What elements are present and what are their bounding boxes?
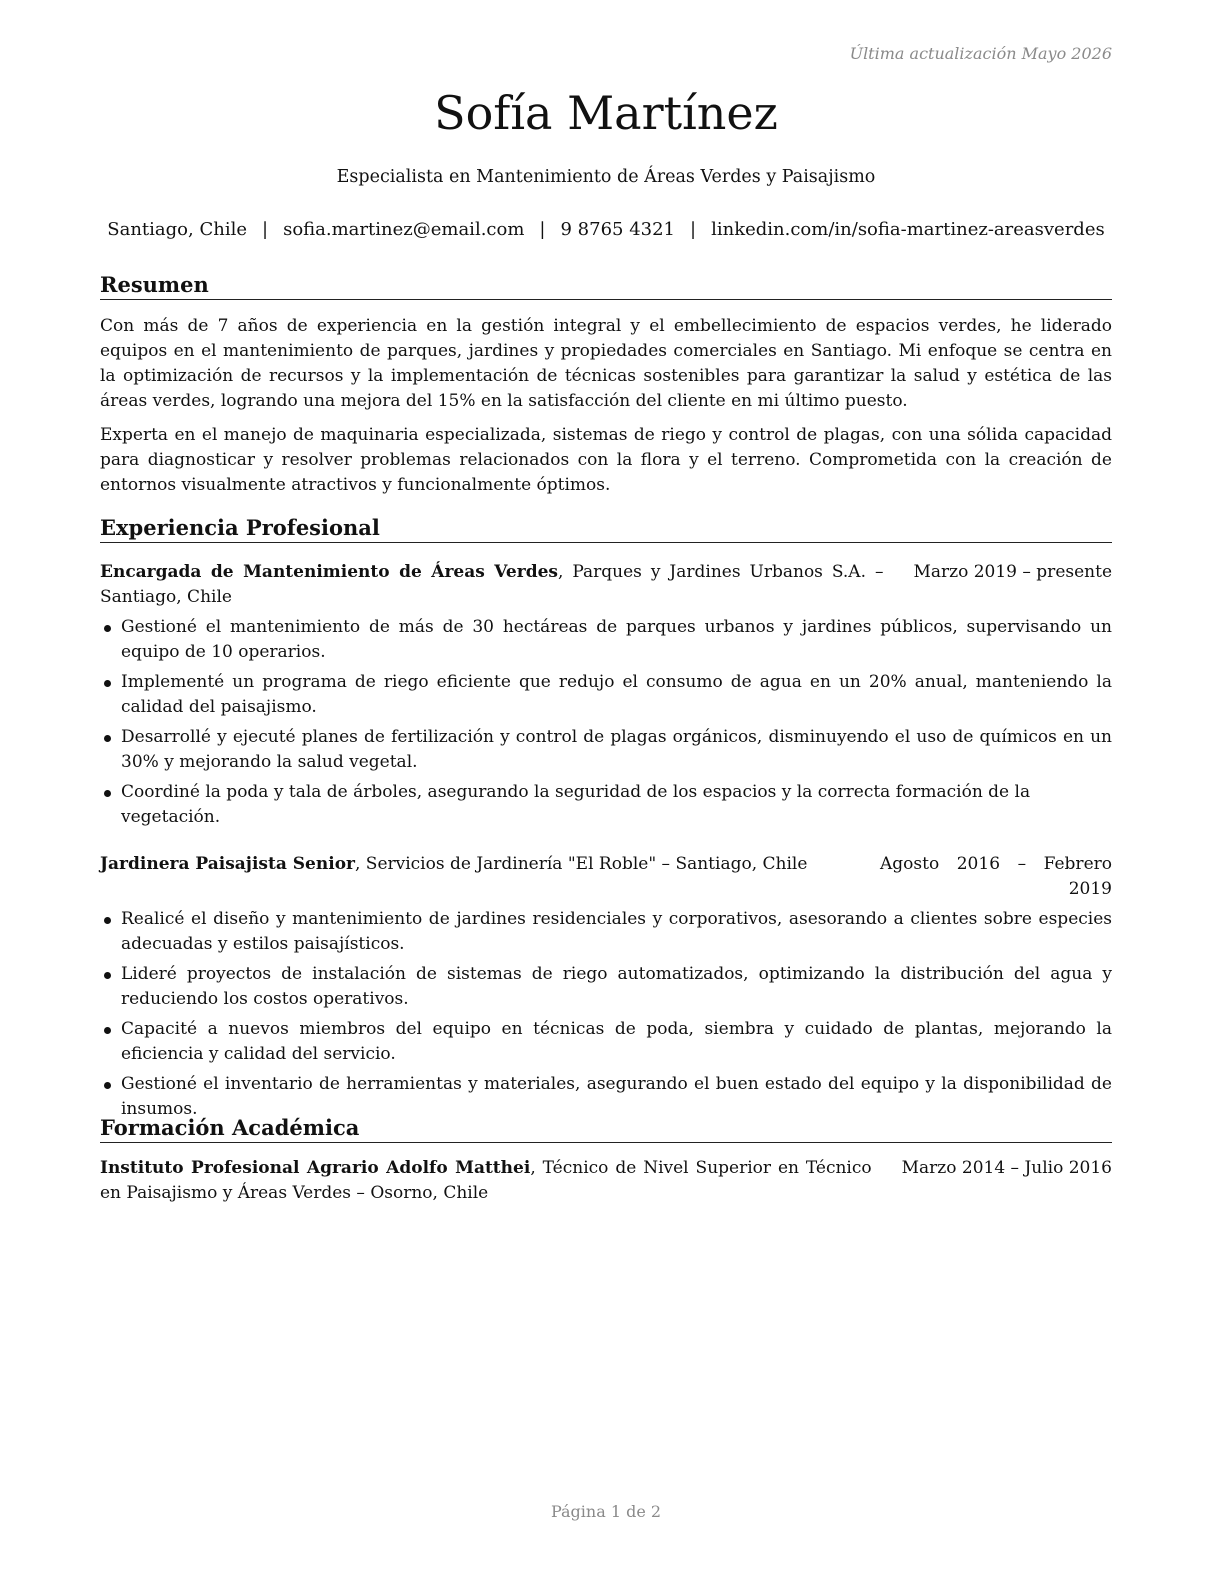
contact-separator: | xyxy=(262,219,269,240)
education-institution: Instituto Profesional Agrario Adolfo Matthei xyxy=(100,1158,531,1178)
list-item: Lideré proyectos de instalación de sistemas de riego automatizados, optimizando la distribución del agua y reduciendo los costos operativos. xyxy=(100,962,1112,1012)
job-dates: Marzo 2019 – presente xyxy=(913,562,1112,582)
last-updated: Última actualización Mayo 2026 xyxy=(849,44,1112,63)
bullet-icon xyxy=(104,1082,111,1089)
contact-line xyxy=(100,219,1112,240)
job-company-location: , Servicios de Jardinería "El Roble" – Santiago, Chile xyxy=(354,854,808,874)
contact-separator: | xyxy=(690,219,697,240)
job-bullets xyxy=(100,615,1112,830)
experience-heading: Experiencia Profesional xyxy=(100,514,1112,543)
summary-paragraph: Experta en el manejo de maquinaria especializada, sistemas de riego y control de plagas, con una sólida capacidad para diagnosticar y resolver problemas relacionados con la flora y el terreno. Comprometida con la creación de entornos visualmente atractivos y funcionalmente óptimos. xyxy=(100,425,1112,495)
education-heading: Formación Académica xyxy=(100,1114,1112,1143)
education-section xyxy=(100,1114,1112,1206)
resume-page xyxy=(100,0,1112,1584)
job-header xyxy=(100,560,1112,610)
job-dates: Agosto 2016 – Febrero 2019 xyxy=(880,854,1112,899)
candidate-headline: Especialista en Mantenimiento de Áreas Verdes y Paisajismo xyxy=(336,167,876,187)
job-title-line xyxy=(100,852,850,877)
job-entry xyxy=(100,560,1112,830)
contact-separator: | xyxy=(539,219,546,240)
bullet-icon xyxy=(104,735,111,742)
bullet-icon xyxy=(104,972,111,979)
contact-phone: 9 8765 4321 xyxy=(560,219,676,240)
education-title-line xyxy=(100,1156,872,1206)
bullet-icon xyxy=(104,680,111,687)
job-role: Encargada de Mantenimiento de Áreas Verdes xyxy=(100,562,558,582)
candidate-name: Sofía Martínez xyxy=(434,86,778,140)
list-item: Gestioné el inventario de herramientas y materiales, asegurando el buen estado del equipo y la disponibilidad de insumos. xyxy=(100,1072,1112,1122)
bullet-icon xyxy=(104,625,111,632)
job-header xyxy=(100,852,1112,902)
job-entry xyxy=(100,852,1112,1122)
bullet-icon xyxy=(104,917,111,924)
experience-section xyxy=(100,514,1112,1127)
bullet-icon xyxy=(104,790,111,797)
summary-heading: Resumen xyxy=(100,271,1112,300)
bullet-icon xyxy=(104,1027,111,1034)
list-item: Desarrollé y ejecuté planes de fertilización y control de plagas orgánicos, disminuyendo el uso de químicos en un 30% y mejorando la salud vegetal. xyxy=(100,725,1112,775)
list-item: Implementé un programa de riego eficiente que redujo el consumo de agua en un 20% anual, manteniendo la calidad del paisajismo. xyxy=(100,670,1112,720)
list-item: Realicé el diseño y mantenimiento de jardines residenciales y corporativos, asesorando a clientes sobre especies adecuadas y estilos paisajísticos. xyxy=(100,907,1112,957)
education-degree-location: , Técnico de Nivel Superior en Técnico en Paisajismo y Áreas Verdes – Osorno, Chile xyxy=(100,1158,872,1203)
education-entry xyxy=(100,1156,1112,1206)
job-role: Jardinera Paisajista Senior xyxy=(100,854,355,874)
contact-location: Santiago, Chile xyxy=(107,219,247,240)
contact-email[interactable]: sofia.martinez@email.com xyxy=(283,219,525,240)
summary-paragraph: Con más de 7 años de experiencia en la gestión integral y el embellecimiento de espacios verdes, he liderado equipos en el mantenimiento de parques, jardines y propiedades comerciales en Santiago. Mi enfoque se centra en la optimización de recursos y la implementación de técnicas sostenibles para garantizar la salud y estética de las áreas verdes, logrando una mejora del 15% en la satisfacción del cliente en mi último puesto. xyxy=(100,316,1112,411)
job-bullets xyxy=(100,907,1112,1122)
job-title-line xyxy=(100,560,883,610)
list-item: Gestioné el mantenimiento de más de 30 hectáreas de parques urbanos y jardines públicos, supervisando un equipo de 10 operarios. xyxy=(100,615,1112,665)
summary-section xyxy=(100,271,1112,498)
page-indicator: Página 1 de 2 xyxy=(550,1502,662,1521)
job-company-location: , Parques y Jardines Urbanos S.A. – Santiago, Chile xyxy=(100,562,884,607)
contact-linkedin[interactable]: linkedin.com/in/sofia-martinez-areasverdes xyxy=(711,219,1105,240)
list-item: Coordiné la poda y tala de árboles, asegurando la seguridad de los espacios y la correcta formación de la vegetación. xyxy=(100,780,1112,830)
education-dates: Marzo 2014 – Julio 2016 xyxy=(901,1158,1112,1178)
list-item: Capacité a nuevos miembros del equipo en técnicas de poda, siembra y cuidado de plantas, mejorando la eficiencia y calidad del servicio. xyxy=(100,1017,1112,1067)
